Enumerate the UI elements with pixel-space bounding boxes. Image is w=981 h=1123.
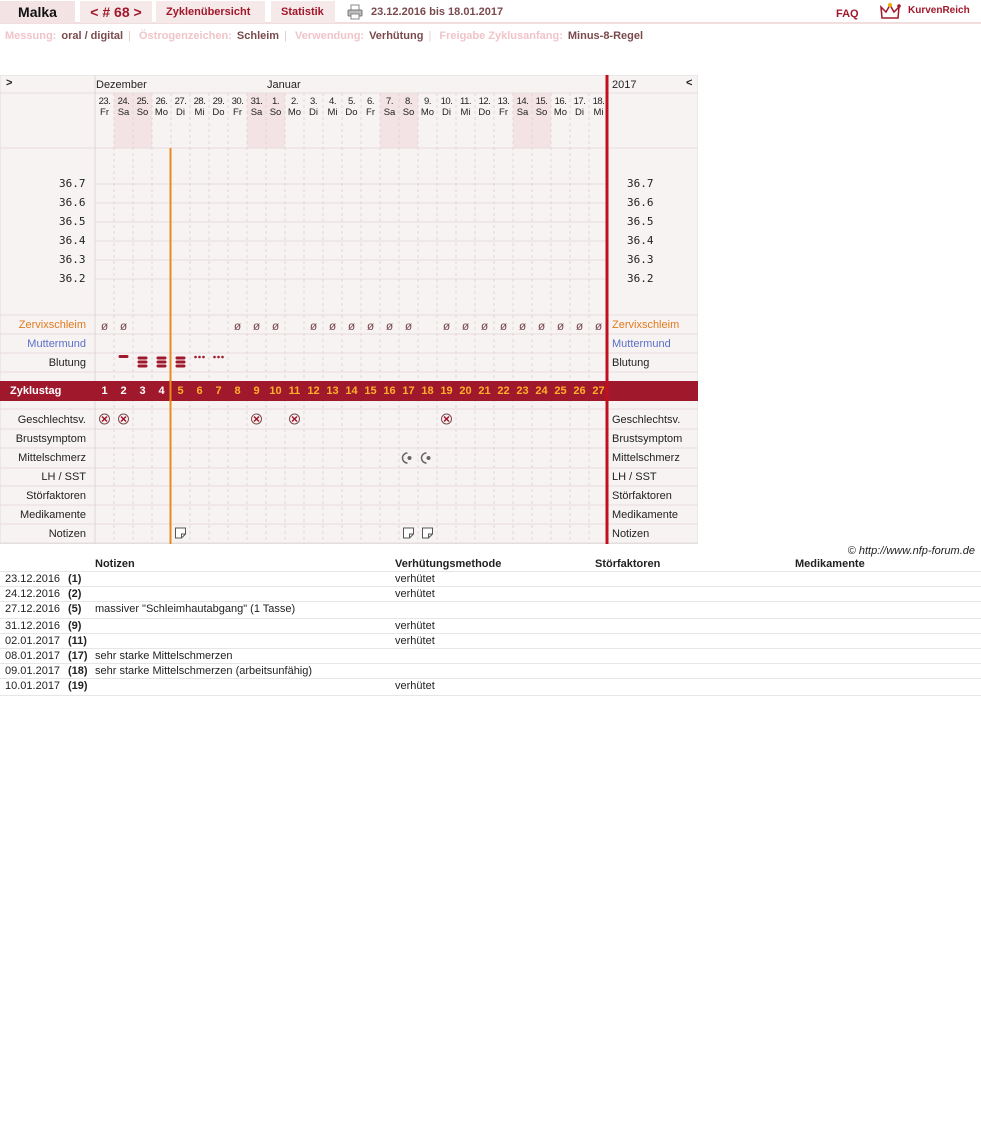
notes-cell-date: 27.12.2016 bbox=[5, 603, 61, 615]
cervix-mucus-mark: ø bbox=[518, 319, 527, 333]
weekday: Mi bbox=[460, 107, 471, 118]
notes-cell-day: (17) bbox=[68, 650, 88, 662]
weekday: Do bbox=[212, 107, 225, 118]
weekday: Mi bbox=[194, 107, 205, 118]
row-label-bleeding: Blutung bbox=[48, 357, 86, 369]
day-number: 5. bbox=[348, 96, 355, 107]
setting-label: Verwendung: bbox=[295, 30, 365, 42]
day-number: 25. bbox=[136, 96, 149, 107]
weekday: Di bbox=[442, 107, 451, 118]
notes-row bbox=[0, 602, 981, 619]
notes-cell-note: sehr starke Mittelschmerzen (arbeitsunfähig) bbox=[95, 665, 313, 677]
temp-label-right: 36.2 bbox=[627, 272, 654, 285]
weekday: So bbox=[402, 107, 415, 118]
weekday: Mi bbox=[327, 107, 338, 118]
weekday: So bbox=[269, 107, 282, 118]
day-number: 11. bbox=[459, 96, 471, 107]
cervix-mucus-mark: ø bbox=[271, 319, 280, 333]
weekday: Sa bbox=[383, 107, 396, 118]
cycle-navigator[interactable]: < # 68 > bbox=[80, 1, 152, 23]
temp-label-right: 36.5 bbox=[627, 215, 654, 228]
notes-table bbox=[0, 557, 981, 696]
day-number: 29. bbox=[212, 96, 225, 107]
temp-label-right: 36.7 bbox=[627, 177, 654, 190]
notes-row bbox=[0, 634, 981, 649]
row-label-right-lh: LH / SST bbox=[612, 471, 657, 483]
notes-cell-day: (11) bbox=[68, 635, 87, 647]
header-disturb: Störfaktoren bbox=[595, 558, 661, 570]
notes-cell-day: (9) bbox=[68, 620, 82, 632]
tab-statistics[interactable]: Statistik bbox=[271, 1, 335, 23]
cervix-mucus-mark: ø bbox=[119, 319, 128, 333]
cervix-mucus-mark: ø bbox=[556, 319, 565, 333]
bleeding-heavy-mark bbox=[176, 357, 186, 360]
day-number: 31. bbox=[250, 96, 263, 107]
notes-cell-day: (1) bbox=[68, 573, 82, 585]
cycle-day-number: 15 bbox=[364, 385, 377, 397]
day-number: 15. bbox=[535, 96, 548, 107]
row-label-meds: Medikamente bbox=[19, 509, 86, 521]
day-number: 13. bbox=[497, 96, 510, 107]
notes-cell-date: 02.01.2017 bbox=[5, 635, 61, 647]
weekday: Di bbox=[575, 107, 584, 118]
spotting-dot bbox=[213, 356, 216, 359]
row-label-right-disturb: Störfaktoren bbox=[612, 490, 672, 502]
cycle-day-number: 14 bbox=[345, 385, 358, 397]
notes-row bbox=[0, 679, 981, 696]
notes-cell-day: (18) bbox=[68, 665, 88, 677]
row-label-notes: Notizen bbox=[48, 528, 86, 540]
day-number: 10. bbox=[440, 96, 453, 107]
header-method: Verhütungsmethode bbox=[395, 558, 502, 570]
weekday: Sa bbox=[250, 107, 263, 118]
temp-label-right: 36.3 bbox=[627, 253, 654, 266]
date-range: 23.12.2016 bis 18.01.2017 bbox=[371, 6, 504, 18]
row-label-right-os: Muttermund bbox=[612, 338, 671, 350]
cycle-day-number: 11 bbox=[288, 385, 301, 397]
row-label-right-cervix: Zervixschleim bbox=[612, 319, 680, 331]
cervix-mucus-mark: ø bbox=[385, 319, 394, 333]
row-label-right-pain: Mittelschmerz bbox=[612, 452, 680, 464]
day-number: 28. bbox=[193, 96, 206, 107]
cycle-day-number: 25 bbox=[554, 385, 567, 397]
cycle-day-number: 20 bbox=[459, 385, 472, 397]
bleeding-heavy-mark bbox=[157, 361, 167, 364]
cycle-day-number: 26 bbox=[573, 385, 586, 397]
setting-label: Freigabe Zyklusanfang: bbox=[439, 30, 563, 42]
row-label-pain: Mittelschmerz bbox=[18, 452, 86, 464]
tab-cycle-overview[interactable]: Zyklenübersicht bbox=[156, 1, 265, 23]
temp-label-left: 36.3 bbox=[59, 253, 86, 266]
cervix-mucus-mark: ø bbox=[594, 319, 603, 333]
cycle-day-number: 3 bbox=[139, 385, 146, 397]
bleeding-heavy-mark bbox=[176, 365, 186, 368]
cycle-day-number: 12 bbox=[307, 385, 320, 397]
cycle-day-number: 27 bbox=[592, 385, 605, 397]
notes-row bbox=[0, 572, 981, 587]
cervix-mucus-mark: ø bbox=[480, 319, 489, 333]
row-label-right-sex: Geschlechtsv. bbox=[612, 414, 681, 426]
cervix-mucus-mark: ø bbox=[100, 319, 109, 333]
day-number: 4. bbox=[329, 96, 336, 107]
copyright: © http://www.nfp-forum.de bbox=[847, 545, 975, 557]
cervix-mucus-mark: ø bbox=[233, 319, 242, 333]
header-notes: Notizen bbox=[95, 558, 135, 570]
weekday: Fr bbox=[499, 107, 508, 118]
month-label: Januar bbox=[267, 79, 301, 91]
setting-label: Messung: bbox=[5, 30, 57, 42]
weekday: Do bbox=[478, 107, 491, 118]
weekday: Fr bbox=[366, 107, 375, 118]
row-label-disturb: Störfaktoren bbox=[26, 490, 86, 502]
temp-label-right: 36.6 bbox=[627, 196, 654, 209]
setting-value: oral / digital bbox=[61, 30, 124, 42]
logo-text[interactable]: KurvenReich bbox=[908, 5, 970, 16]
setting-value: Schleim bbox=[236, 30, 280, 42]
weekday: So bbox=[136, 107, 149, 118]
cycle-day-number: 6 bbox=[196, 385, 203, 397]
cycle-day-label: Zyklustag bbox=[10, 385, 62, 397]
row-label-sex: Geschlechtsv. bbox=[17, 414, 86, 426]
cycle-day-number: 13 bbox=[326, 385, 339, 397]
cycle-day-number: 17 bbox=[402, 385, 415, 397]
spotting-dot bbox=[202, 356, 205, 359]
day-number: 26. bbox=[155, 96, 168, 107]
weekday: Di bbox=[309, 107, 318, 118]
notes-row bbox=[0, 587, 981, 602]
day-number: 16. bbox=[554, 96, 567, 107]
cycle-day-number: 21 bbox=[478, 385, 491, 397]
header-meds: Medikamente bbox=[795, 558, 865, 570]
cervix-mucus-mark: ø bbox=[252, 319, 261, 333]
settings-bar bbox=[5, 30, 648, 42]
separator: | bbox=[128, 30, 131, 42]
setting-value: Verhütung bbox=[369, 30, 424, 42]
top-bar bbox=[0, 0, 981, 24]
cycle-day-number: 5 bbox=[177, 385, 184, 397]
setting-value: Minus-8-Regel bbox=[567, 30, 644, 42]
cycle-day-number: 1 bbox=[101, 385, 108, 397]
nav-previous[interactable]: > bbox=[6, 77, 13, 89]
bleeding-heavy-mark bbox=[138, 357, 148, 360]
cervix-mucus-mark: ø bbox=[537, 319, 546, 333]
notes-cell-method: verhütet bbox=[395, 680, 435, 692]
bleeding-heavy-mark bbox=[138, 361, 148, 364]
cervix-mucus-mark: ø bbox=[499, 319, 508, 333]
bleeding-heavy-mark bbox=[157, 365, 167, 368]
row-label-breast: Brustsymptom bbox=[15, 433, 86, 445]
notes-header-row bbox=[0, 557, 981, 572]
notes-cell-date: 10.01.2017 bbox=[5, 680, 61, 692]
notes-cell-method: verhütet bbox=[395, 635, 435, 647]
bleeding-heavy-mark bbox=[138, 365, 148, 368]
weekday: Mi bbox=[593, 107, 604, 118]
temp-label-right: 36.4 bbox=[627, 234, 654, 247]
day-number: 18. bbox=[592, 96, 605, 107]
weekday: Sa bbox=[117, 107, 130, 118]
month-label: Dezember bbox=[96, 79, 147, 91]
day-number: 3. bbox=[310, 96, 317, 107]
row-label-cervix: Zervixschleim bbox=[18, 319, 86, 331]
weekday: Mo bbox=[553, 107, 568, 118]
notes-cell-day: (5) bbox=[68, 603, 82, 615]
day-number: 6. bbox=[367, 96, 374, 107]
cycle-day-number: 10 bbox=[269, 385, 282, 397]
nav-next[interactable]: < bbox=[686, 77, 693, 89]
user-name-tab[interactable]: Malka bbox=[0, 1, 75, 23]
notes-cell-day: (19) bbox=[68, 680, 88, 692]
cycle-day-number: 19 bbox=[440, 385, 453, 397]
notes-cell-date: 09.01.2017 bbox=[5, 665, 61, 677]
cycle-day-number: 8 bbox=[234, 385, 241, 397]
bleeding-heavy-mark bbox=[176, 361, 186, 364]
day-number: 2. bbox=[291, 96, 298, 107]
row-label-right-bleeding: Blutung bbox=[612, 357, 650, 369]
day-number: 24. bbox=[117, 96, 130, 107]
setting-label: Östrogenzeichen: bbox=[139, 30, 232, 42]
pain-dot bbox=[408, 456, 412, 460]
weekday: Mo bbox=[420, 107, 435, 118]
day-number: 8. bbox=[405, 96, 412, 107]
notes-cell-date: 08.01.2017 bbox=[5, 650, 61, 662]
row-label-lh: LH / SST bbox=[41, 471, 86, 483]
cycle-day-number: 16 bbox=[383, 385, 396, 397]
chart-background bbox=[0, 75, 698, 544]
cycle-day-number: 9 bbox=[253, 385, 260, 397]
chart-grid bbox=[0, 75, 698, 544]
weekday: Mo bbox=[287, 107, 302, 118]
bleeding-heavy-mark bbox=[157, 357, 167, 360]
notes-row bbox=[0, 649, 981, 664]
temp-label-left: 36.4 bbox=[59, 234, 86, 247]
cervix-mucus-mark: ø bbox=[575, 319, 584, 333]
separator: | bbox=[284, 30, 287, 42]
day-number: 14. bbox=[516, 96, 529, 107]
day-number: 1. bbox=[272, 96, 279, 107]
row-label-right-meds: Medikamente bbox=[612, 509, 679, 521]
cycle-day-number: 24 bbox=[535, 385, 548, 397]
spotting-dot bbox=[221, 356, 224, 359]
spotting-dot bbox=[198, 356, 201, 359]
day-number: 27. bbox=[174, 96, 187, 107]
weekday: Fr bbox=[233, 107, 242, 118]
notes-cell-note: massiver "Schleimhautabgang" (1 Tasse) bbox=[95, 603, 296, 615]
cervix-mucus-mark: ø bbox=[366, 319, 375, 333]
cervix-mucus-mark: ø bbox=[347, 319, 356, 333]
notes-cell-method: verhütet bbox=[395, 573, 435, 585]
weekday: Do bbox=[345, 107, 358, 118]
cycle-day-number: 2 bbox=[120, 385, 127, 397]
year-label: 2017 bbox=[612, 79, 637, 91]
row-label-right-breast: Brustsymptom bbox=[612, 433, 683, 445]
temp-label-left: 36.2 bbox=[59, 272, 86, 285]
notes-cell-date: 23.12.2016 bbox=[5, 573, 61, 585]
cycle-day-number: 23 bbox=[516, 385, 529, 397]
notes-cell-date: 31.12.2016 bbox=[5, 620, 61, 632]
day-number: 9. bbox=[424, 96, 431, 107]
weekday: So bbox=[535, 107, 548, 118]
row-label-os: Muttermund bbox=[27, 338, 86, 350]
notes-cell-date: 24.12.2016 bbox=[5, 588, 61, 600]
notes-row bbox=[0, 664, 981, 679]
temp-label-left: 36.6 bbox=[59, 196, 86, 209]
faq-link[interactable]: FAQ bbox=[836, 8, 859, 20]
cervix-mucus-mark: ø bbox=[404, 319, 413, 333]
notes-body bbox=[0, 572, 981, 696]
notes-cell-method: verhütet bbox=[395, 588, 435, 600]
day-number: 30. bbox=[231, 96, 244, 107]
day-number: 17. bbox=[573, 96, 586, 107]
cervix-mucus-mark: ø bbox=[328, 319, 337, 333]
temp-label-left: 36.7 bbox=[59, 177, 86, 190]
pain-dot bbox=[427, 456, 431, 460]
cycle-day-number: 22 bbox=[497, 385, 510, 397]
weekday: Fr bbox=[100, 107, 109, 118]
weekday: Sa bbox=[516, 107, 529, 118]
temp-label-left: 36.5 bbox=[59, 215, 86, 228]
cycle-day-number: 18 bbox=[421, 385, 434, 397]
notes-cell-method: verhütet bbox=[395, 620, 435, 632]
printer-icon[interactable] bbox=[347, 4, 363, 20]
notes-cell-note: sehr starke Mittelschmerzen bbox=[95, 650, 233, 662]
row-label-right-notes: Notizen bbox=[612, 528, 650, 540]
notes-row bbox=[0, 619, 981, 634]
cycle-day-number: 7 bbox=[215, 385, 222, 397]
day-number: 12. bbox=[478, 96, 491, 107]
day-number: 7. bbox=[386, 96, 393, 107]
cycle-chart bbox=[0, 75, 698, 544]
spotting-dot bbox=[194, 356, 197, 359]
bleeding-light-mark bbox=[119, 355, 129, 358]
notes-cell-day: (2) bbox=[68, 588, 82, 600]
weekday: Di bbox=[176, 107, 185, 118]
cervix-mucus-mark: ø bbox=[442, 319, 451, 333]
cervix-mucus-mark: ø bbox=[461, 319, 470, 333]
separator: | bbox=[428, 30, 432, 42]
day-number: 23. bbox=[98, 96, 111, 107]
spotting-dot bbox=[217, 356, 220, 359]
cycle-day-number: 4 bbox=[158, 385, 165, 397]
weekday: Mo bbox=[154, 107, 169, 118]
cervix-mucus-mark: ø bbox=[309, 319, 318, 333]
